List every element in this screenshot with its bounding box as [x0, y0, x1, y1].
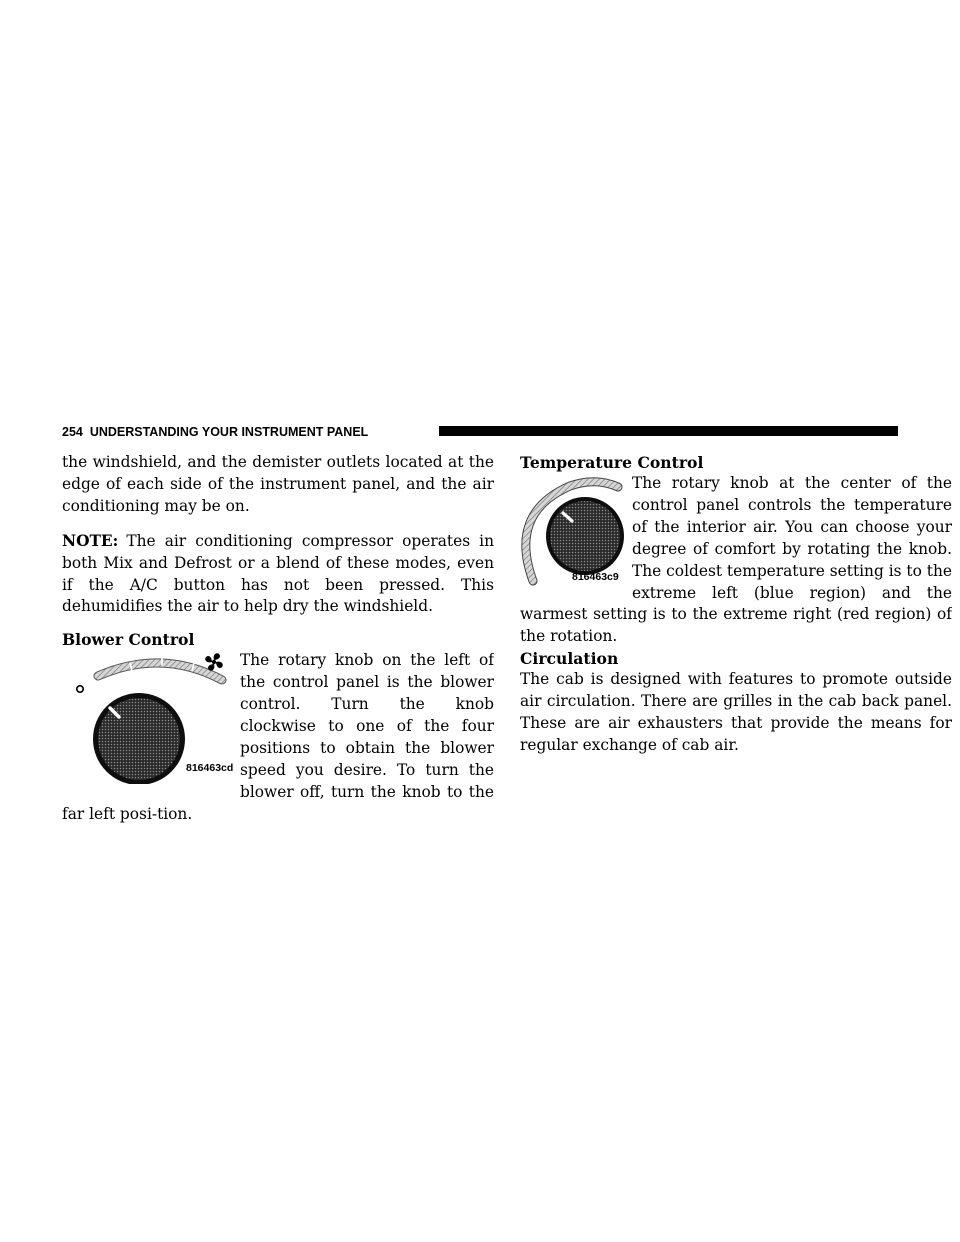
- page-header: [62, 424, 898, 440]
- note-label: NOTE:: [62, 531, 119, 550]
- blower-control-section: [62, 650, 494, 825]
- off-marker: [77, 686, 83, 692]
- section-title: UNDERSTANDING YOUR INSTRUMENT PANEL: [89, 425, 369, 439]
- temperature-control-text: The rotary knob at the center of the control panel controls the temperature of the interior air. You can choose your degree of comfort by rotating the knob. The coldest temperature setting is to the extreme left (blue region) and the warmest setting is to the extreme right (red region) of the rotation.: [520, 474, 952, 646]
- running-header: [62, 424, 368, 440]
- circulation-text: The cab is designed with features to promote outside air circulation. There are grilles in the cab back panel. These are air exhausters that provide the means for regular exchange of cab air.: [520, 670, 952, 754]
- figure-code: 816463c9: [572, 571, 619, 583]
- fan-icon: [205, 654, 223, 672]
- intro-paragraph: the windshield, and the demister outlets located at the edge of each side of the instrument panel, and the air conditioning may be on.: [62, 453, 494, 515]
- temperature-knob-figure: [520, 473, 632, 593]
- blower-control-text: The rotary knob on the left of the control panel is the blower control. Turn the knob clockwise to one of the four positions to obtain the blower speed you desire. To turn the blower off, turn the knob to the far left posi-tion.: [62, 651, 494, 823]
- page-number: 254: [62, 425, 83, 439]
- circulation-heading: Circulation: [520, 649, 619, 669]
- speed-arc: [98, 663, 222, 680]
- blower-control-heading: Blower Control: [62, 630, 195, 650]
- note-text: The air conditioning compressor operates in both Mix and Defrost or a blend of these modes, even if the A/C button has not been pressed. This dehumidifies the air to help dry the windshield.: [62, 531, 494, 616]
- header-rule: [439, 426, 898, 436]
- right-column: [520, 452, 952, 757]
- note-paragraph: [62, 531, 494, 619]
- blower-knob-figure: [62, 650, 240, 784]
- temperature-control-heading: Temperature Control: [520, 453, 704, 472]
- left-column: [62, 452, 494, 826]
- figure-code: 816463cd: [186, 762, 234, 775]
- temperature-control-section: [520, 473, 952, 648]
